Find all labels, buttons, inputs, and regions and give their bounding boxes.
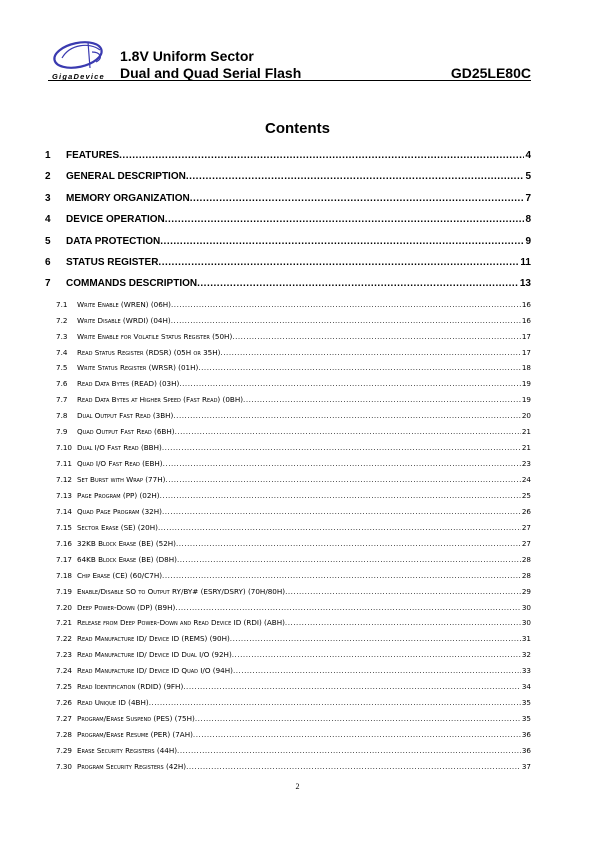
toc-leader-dots xyxy=(177,555,521,564)
toc-leader-dots xyxy=(175,603,521,612)
toc-leader-dots xyxy=(162,507,521,516)
toc-entry-page: 4 xyxy=(525,150,531,161)
toc-section-entry[interactable] xyxy=(45,150,531,171)
toc-leader-dots xyxy=(232,650,521,659)
toc-subsection-entry[interactable] xyxy=(45,411,531,427)
toc-entry-page: 16 xyxy=(521,315,531,325)
toc-entry-page: 31 xyxy=(521,634,531,644)
toc-entry-number: 7.11 xyxy=(56,459,73,469)
page-title: Contents xyxy=(265,120,330,137)
toc-leader-dots xyxy=(243,395,521,404)
toc-entry-page: 18 xyxy=(521,363,531,373)
toc-entry-page: 11 xyxy=(520,256,531,268)
toc-subsection-entry[interactable] xyxy=(45,523,531,539)
toc-subsection-entry[interactable] xyxy=(45,363,531,379)
toc-entry-title: Read Manufacture ID/ Device ID Quad I/O (94H) xyxy=(77,666,233,676)
toc-entry-page: 5 xyxy=(525,171,531,183)
toc-entry-page: 25 xyxy=(521,490,531,500)
toc-subsection-entry[interactable] xyxy=(45,746,531,762)
toc-entry-page: 29 xyxy=(521,586,531,596)
toc-entry-number: 7.25 xyxy=(56,682,73,692)
toc-entry-page: 30 xyxy=(521,602,531,612)
toc-leader-dots xyxy=(285,618,521,627)
toc-leader-dots xyxy=(233,666,521,675)
toc-entry-page: 13 xyxy=(519,278,531,290)
toc-entry-page: 26 xyxy=(521,506,531,516)
toc-entry-title: Write Enable (WREN) (06H) xyxy=(77,299,171,309)
toc-entry-page: 17 xyxy=(521,331,531,341)
toc-entry-title: COMMANDS DESCRIPTION xyxy=(66,278,198,290)
toc-leader-dots xyxy=(186,171,525,182)
toc-entry-number: 7.12 xyxy=(56,475,73,485)
toc-entry-title: MEMORY ORGANIZATION xyxy=(66,192,190,204)
toc-leader-dots xyxy=(183,682,521,691)
toc-entry-page: 24 xyxy=(521,475,531,485)
header-title-line2: Dual and Quad Serial Flash xyxy=(120,65,302,81)
toc-entry-number: 7.15 xyxy=(56,522,73,532)
toc-entry-page: 16 xyxy=(521,299,531,309)
toc-entry-number: 7.1 xyxy=(56,299,68,309)
toc-subsection-entry[interactable] xyxy=(45,555,531,571)
toc-leader-dots xyxy=(176,539,521,548)
toc-leader-dots xyxy=(220,348,520,357)
toc-entry-number: 7.19 xyxy=(56,586,73,596)
toc-entry-number: 7.4 xyxy=(56,347,68,357)
toc-subsection-entry[interactable] xyxy=(45,348,531,364)
toc-entry-page: 27 xyxy=(521,538,531,548)
toc-subsection-entry[interactable] xyxy=(45,507,531,523)
toc-entry-title: Quad Page Program (32H) xyxy=(77,506,162,516)
toc-sections xyxy=(45,150,531,300)
toc-entry-page: 35 xyxy=(521,714,531,724)
toc-leader-dots xyxy=(197,278,519,289)
toc-leader-dots xyxy=(171,316,521,325)
toc-subsection-entry[interactable] xyxy=(45,762,531,778)
page-header xyxy=(48,38,531,80)
toc-entry-page: 28 xyxy=(521,554,531,564)
toc-leader-dots xyxy=(177,746,521,755)
toc-leader-dots xyxy=(165,214,525,225)
toc-entry-number: 7.13 xyxy=(56,490,73,500)
logo-text: GigaDevice xyxy=(52,72,105,81)
toc-entry-title: Read Identification (RDID) (9FH) xyxy=(77,682,184,692)
toc-subsection-entry[interactable] xyxy=(45,730,531,746)
toc-entry-number: 7.18 xyxy=(56,570,73,580)
toc-subsection-entry[interactable] xyxy=(45,698,531,714)
toc-entry-title: Read Status Register (RDSR) (05H or 35H) xyxy=(77,347,221,357)
toc-entry-number: 7.9 xyxy=(56,427,68,437)
toc-entry-page: 30 xyxy=(521,618,531,628)
toc-leader-dots xyxy=(119,150,524,161)
toc-entry-title: Erase Security Registers (44H) xyxy=(77,745,178,755)
toc-entry-page: 36 xyxy=(521,745,531,755)
toc-entry-number: 7 xyxy=(45,278,51,290)
toc-leader-dots xyxy=(165,475,520,484)
toc-leader-dots xyxy=(230,634,521,643)
toc-entry-title: Write Disable (WRDI) (04H) xyxy=(77,315,171,325)
toc-entry-title: Page Program (PP) (02H) xyxy=(77,490,160,500)
toc-entry-number: 7.16 xyxy=(56,538,73,548)
toc-subsection-entry[interactable] xyxy=(45,332,531,348)
toc-leader-dots xyxy=(160,491,521,500)
toc-entry-number: 7.14 xyxy=(56,506,73,516)
toc-entry-title: Read Manufacture ID/ Device ID (REMS) (90H) xyxy=(77,634,230,644)
toc-entry-title: Dual I/O Fast Read (BBH) xyxy=(77,443,162,453)
toc-entry-number: 7.27 xyxy=(56,714,73,724)
toc-entry-number: 7.21 xyxy=(56,618,73,628)
toc-entry-title: Program Security Registers (42H) xyxy=(77,761,187,771)
toc-entry-number: 7.2 xyxy=(56,315,68,325)
toc-section-entry[interactable] xyxy=(45,278,531,299)
toc-subsection-entry[interactable] xyxy=(45,634,531,650)
toc-subsection-entry[interactable] xyxy=(45,571,531,587)
toc-entry-title: Program/Erase Resume (PER) (7AH) xyxy=(77,730,193,740)
toc-entry-number: 7.20 xyxy=(56,602,73,612)
toc-subsection-entry[interactable] xyxy=(45,714,531,730)
toc-entry-title: Write Enable for Volatile Status Register (50H) xyxy=(77,331,233,341)
toc-subsection-entry[interactable] xyxy=(45,666,531,682)
toc-entry-page: 35 xyxy=(521,698,531,708)
toc-entry-title: GENERAL DESCRIPTION xyxy=(66,171,186,183)
toc-entry-title: Chip Erase (CE) (60/C7H) xyxy=(77,570,163,580)
toc-entry-number: 6 xyxy=(45,256,51,268)
toc-leader-dots xyxy=(162,443,521,452)
toc-entry-number: 5 xyxy=(45,235,51,247)
toc-entry-page: 23 xyxy=(521,459,531,469)
toc-entry-page: 27 xyxy=(521,522,531,532)
toc-entry-title: DATA PROTECTION xyxy=(66,235,161,247)
toc-entry-title: Quad Output Fast Read (6BH) xyxy=(77,427,175,437)
toc-entry-title: Release from Deep Power-Down and Read Device ID (RDI) (ABH) xyxy=(77,618,285,628)
header-title-line1: 1.8V Uniform Sector xyxy=(120,48,254,64)
toc-entry-number: 1 xyxy=(45,150,51,161)
toc-entry-title: STATUS REGISTER xyxy=(66,256,159,268)
toc-entry-number: 7.28 xyxy=(56,730,73,740)
toc-entry-title: Read Manufacture ID/ Device ID Dual I/O (92H) xyxy=(77,650,232,660)
toc-entry-number: 7.23 xyxy=(56,650,73,660)
toc-entry-number: 7.17 xyxy=(56,554,73,564)
toc-leader-dots xyxy=(163,459,521,468)
toc-entry-title: Read Data Bytes at Higher Speed (Fast Read) (0BH) xyxy=(77,395,244,405)
toc-leader-dots xyxy=(179,379,521,388)
toc-entry-page: 37 xyxy=(521,761,531,771)
toc-subsection-entry[interactable] xyxy=(45,459,531,475)
toc-entry-page: 21 xyxy=(521,427,531,437)
toc-section-entry[interactable] xyxy=(45,214,531,235)
toc-entry-number: 7.8 xyxy=(56,411,68,421)
toc-entry-title: Dual Output Fast Read (3BH) xyxy=(77,411,174,421)
toc-entry-page: 36 xyxy=(521,730,531,740)
toc-entry-title: FEATURES xyxy=(66,150,120,161)
toc-section-entry[interactable] xyxy=(45,236,531,257)
toc-subsection-entry[interactable] xyxy=(45,618,531,634)
toc-leader-dots xyxy=(195,714,521,723)
toc-entry-title: 32KB Block Erase (BE) (52H) xyxy=(77,538,176,548)
logo-swirl-icon xyxy=(48,38,120,72)
toc-entry-number: 7.26 xyxy=(56,698,73,708)
toc-entry-page: 19 xyxy=(521,379,531,389)
toc-subsection-entry[interactable] xyxy=(45,539,531,555)
toc-entry-page: 34 xyxy=(521,682,531,692)
toc-entry-number: 4 xyxy=(45,214,51,226)
toc-entry-page: 7 xyxy=(525,192,531,204)
toc-leader-dots xyxy=(186,762,521,771)
toc-entry-number: 7.22 xyxy=(56,634,73,644)
gigadevice-logo xyxy=(48,38,120,82)
toc-entry-number: 7.30 xyxy=(56,761,73,771)
toc-entry-number: 7.6 xyxy=(56,379,68,389)
toc-entry-page: 19 xyxy=(521,395,531,405)
toc-subsection-entry[interactable] xyxy=(45,491,531,507)
toc-entry-title: Read Unique ID (4BH) xyxy=(77,698,149,708)
toc-leader-dots xyxy=(160,236,524,247)
toc-subsections xyxy=(45,300,531,778)
toc-entry-page: 33 xyxy=(521,666,531,676)
toc-subsection-entry[interactable] xyxy=(45,300,531,316)
toc-entry-number: 7.10 xyxy=(56,443,73,453)
page-number: 2 xyxy=(295,782,300,791)
toc-leader-dots xyxy=(158,257,519,268)
toc-subsection-entry[interactable] xyxy=(45,427,531,443)
toc-section-entry[interactable] xyxy=(45,171,531,192)
toc-entry-number: 7.24 xyxy=(56,666,73,676)
header-part-number: GD25LE80C xyxy=(450,65,531,81)
toc-entry-title: Deep Power-Down (DP) (B9H) xyxy=(77,602,176,612)
toc-leader-dots xyxy=(285,587,521,596)
toc-subsection-entry[interactable] xyxy=(45,682,531,698)
toc-entry-title: 64KB Block Erase (BE) (D8H) xyxy=(77,554,177,564)
toc-entry-number: 7.5 xyxy=(56,363,68,373)
toc-leader-dots xyxy=(198,363,520,372)
toc-subsection-entry[interactable] xyxy=(45,475,531,491)
toc-entry-page: 20 xyxy=(521,411,531,421)
toc-leader-dots xyxy=(232,332,521,341)
toc-leader-dots xyxy=(173,411,520,420)
toc-entry-title: Program/Erase Suspend (PES) (75H) xyxy=(77,714,195,724)
toc-entry-title: Set Burst with Wrap (77H) xyxy=(77,475,166,485)
header-divider xyxy=(48,80,531,81)
toc-entry-page: 9 xyxy=(525,235,531,247)
toc-leader-dots xyxy=(162,571,521,580)
toc-entry-page: 32 xyxy=(521,650,531,660)
toc-subsection-entry[interactable] xyxy=(45,650,531,666)
toc-entry-title: Enable/Disable SO to Output RY/BY# (ESRY/DSRY) (70H/80H) xyxy=(77,586,286,596)
toc-section-entry[interactable] xyxy=(45,257,531,278)
toc-entry-page: 21 xyxy=(521,443,531,453)
toc-entry-page: 8 xyxy=(525,214,531,226)
toc-entry-number: 7.29 xyxy=(56,745,73,755)
toc-entry-number: 2 xyxy=(45,171,51,183)
toc-entry-number: 3 xyxy=(45,192,51,204)
toc-leader-dots xyxy=(158,523,521,532)
toc-subsection-entry[interactable] xyxy=(45,587,531,603)
toc-entry-title: Quad I/O Fast Read (EBH) xyxy=(77,459,163,469)
toc-subsection-entry[interactable] xyxy=(45,603,531,619)
toc-section-entry[interactable] xyxy=(45,193,531,214)
toc-subsection-entry[interactable] xyxy=(45,395,531,411)
toc-subsection-entry[interactable] xyxy=(45,316,531,332)
toc-entry-number: 7.3 xyxy=(56,331,68,341)
toc-entry-number: 7.7 xyxy=(56,395,68,405)
toc-entry-title: DEVICE OPERATION xyxy=(66,214,165,226)
toc-leader-dots xyxy=(171,300,521,309)
toc-entry-title: Read Data Bytes (READ) (03H) xyxy=(77,379,180,389)
table-of-contents xyxy=(45,150,531,778)
toc-subsection-entry[interactable] xyxy=(45,443,531,459)
toc-entry-title: Sector Erase (SE) (20H) xyxy=(77,522,158,532)
toc-entry-page: 17 xyxy=(521,347,531,357)
toc-leader-dots xyxy=(193,730,521,739)
toc-leader-dots xyxy=(175,427,521,436)
toc-leader-dots xyxy=(149,698,521,707)
toc-entry-title: Write Status Register (WRSR) (01H) xyxy=(77,363,199,373)
toc-leader-dots xyxy=(190,193,525,204)
toc-entry-page: 28 xyxy=(521,570,531,580)
toc-subsection-entry[interactable] xyxy=(45,379,531,395)
